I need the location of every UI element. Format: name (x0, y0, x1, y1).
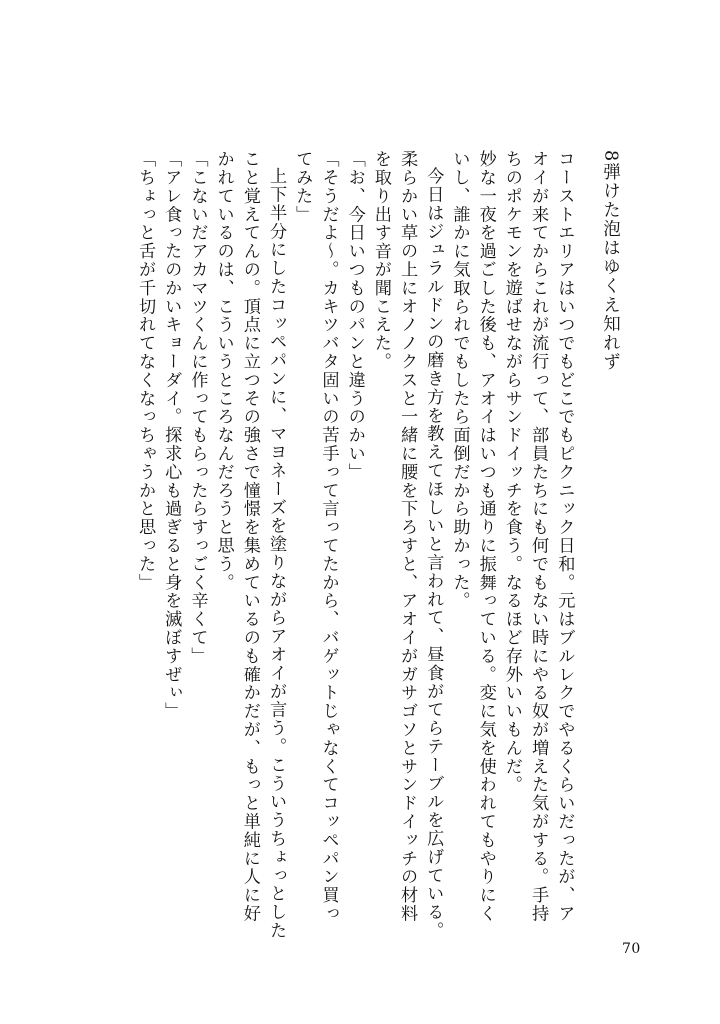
paragraph: 「ちょっと舌が千切れてなくなっちゃうかと思った」 (135, 150, 156, 592)
paragraph: コーストエリアはいつでもどこでもピクニック日和。元はブルレクでやるくらいだったが、アオイが来てからこれが流行って、部員たちにも何でもない時にやる奴が増えた気がする。手持ちのポケモンを遊ばせながらサンドイッチを食う。なるほど存外いいもんだ。 (501, 150, 575, 923)
paragraph: 「お、今日いつものパンと違うのかい」 (344, 150, 365, 482)
paragraph: 「こないだアカマツくんに作ってもらったらすっごく辛くて」 (187, 150, 208, 666)
chapter-heading (597, 150, 634, 940)
body-text (132, 150, 577, 940)
paragraph: 上下半分にしたコッペパンに、マヨネーズを塗りながらアオイが言う。こういうちょっとしたこと覚えてんの。頂点に立つその強さで憧憬を集めているのも確かだが、もっと単純に人に好かれているのは、こういうところなんだろうと思う。 (213, 150, 287, 940)
chapter-title: 弾けた泡はゆくえ知れず (600, 162, 621, 372)
chapter-number: 8 (600, 150, 621, 163)
page-number: 70 (622, 941, 641, 957)
vertical-text-block (114, 150, 634, 940)
paragraph: 「そうだよ〜。カキツバタ固いの苦手って言ってたから、バゲットじゃなくてコッペパン買ってみた」 (292, 150, 339, 923)
paragraph: 妙な一夜を過ごした後も、アオイはいつも通りに振舞っている。変に気を使われてもやりにくいし、誰かに気取られでもしたら面倒だから助かった。 (449, 150, 496, 923)
paragraph: 今日はジュラルドンの磨き方を教えてほしいと言われて、昼食がてらテーブルを広げている。柔らかい草の上にオノノクスと一緒に腰を下ろすと、アオイがガサゴソとサンドイッチの材料を取り出す音が聞こえた。 (370, 150, 444, 940)
paragraph: 「アレ食ったのかいキョーダイ。探求心も過ぎると身を滅ぼすぜぃ」 (161, 150, 182, 721)
